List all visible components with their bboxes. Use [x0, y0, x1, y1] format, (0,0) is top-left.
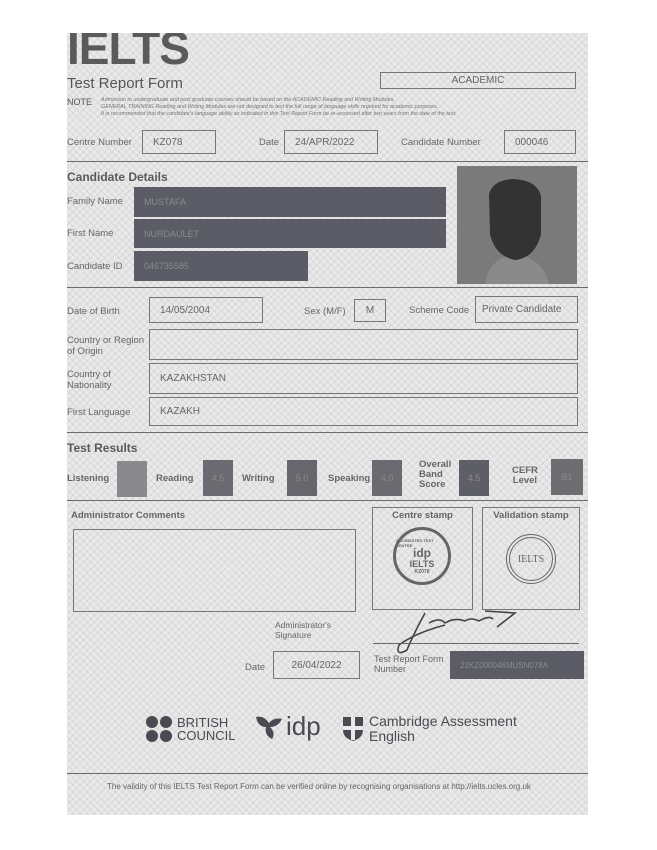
- divider: [67, 773, 588, 774]
- divider: [67, 287, 588, 288]
- origin-label-line: Country or Region: [67, 335, 145, 346]
- first-name-field: [134, 219, 446, 248]
- cefr-label-line: CEFR: [512, 465, 538, 476]
- note-line: GENERAL TRAINING Reading and Writing Modules are not designed to test the full range of language skills required for academic purposes.: [101, 104, 439, 110]
- note-label: NOTE: [67, 97, 93, 107]
- nationality-label-line: Nationality: [67, 380, 112, 391]
- trf-label-line: Number: [374, 664, 407, 674]
- writing-label: Writing: [242, 473, 275, 484]
- note-line: Admission to undergraduate and post graduate courses should be based on the ACADEMIC Reading and Writing Modules.: [101, 97, 395, 103]
- signature-label-line: Signature: [275, 630, 312, 640]
- divider: [67, 161, 588, 162]
- ielts-logo: IELTS: [67, 33, 189, 74]
- origin-label-line: of Origin: [67, 346, 103, 357]
- nationality-field: [149, 363, 578, 394]
- issue-date-label: Date: [245, 662, 266, 673]
- overall-label-line: Overall: [419, 459, 452, 470]
- idp-text: idp: [286, 711, 321, 741]
- british-council-dots-icon: [145, 715, 173, 743]
- writing-score: 5.0: [287, 460, 317, 496]
- validity-footer: The validity of this IELTS Test Report Form can be verified online by recognising organisations at http://ielts.ucles.org.uk: [107, 782, 531, 791]
- centre-stamp-box: [372, 507, 473, 610]
- overall-label-line: Score: [419, 479, 446, 490]
- british-council-text: BRITISH: [177, 715, 229, 730]
- cambridge-logo: [342, 714, 517, 744]
- origin-label: [67, 335, 144, 357]
- first-language-value: KAZAKH: [160, 406, 201, 417]
- speaking-label: Speaking: [328, 473, 371, 484]
- validation-stamp-seal: [506, 534, 556, 584]
- test-date-value: 24/APR/2022: [295, 136, 355, 148]
- date-label: Date: [259, 137, 280, 148]
- family-name-label: Family Name: [67, 196, 123, 207]
- cambridge-text: English: [369, 728, 415, 744]
- family-name-field: [134, 187, 446, 217]
- administrator-comments-box: [73, 529, 356, 612]
- test-results-heading: Test Results: [67, 441, 138, 455]
- scheme-code-value: Private Candidate: [482, 304, 562, 315]
- listening-score: 4.5: [117, 461, 147, 497]
- trf-number-value: 22KZ000046MUSN078A: [460, 660, 549, 670]
- signature-label-line: Administrator's: [275, 620, 331, 630]
- candidate-number-label: Candidate Number: [401, 137, 481, 148]
- stamp-text: idp: [413, 545, 431, 560]
- person-silhouette-icon: [457, 166, 577, 284]
- centre-number-label: Centre Number: [67, 137, 132, 148]
- first-language-field: [149, 397, 578, 426]
- scheme-code-field: [475, 296, 578, 323]
- note-line: It is recommended that the candidate's language ability as indicated in this Test Report Form be re-assessed after two years from the date of the test.: [101, 111, 457, 117]
- overall-band-score: 4.5: [459, 460, 489, 496]
- cambridge-shield-icon: [342, 716, 364, 742]
- candidate-id-label: Candidate ID: [67, 261, 123, 272]
- form-title: Test Report Form: [67, 75, 183, 92]
- divider: [67, 432, 588, 433]
- candidate-number-value: 000046: [515, 136, 549, 148]
- trf-label-line: Test Report Form: [374, 654, 444, 664]
- test-date-field: [284, 130, 378, 154]
- scheme-code-label: Scheme Code: [409, 305, 470, 316]
- stamp-text: KZ078: [414, 568, 430, 575]
- idp-leaf-icon: [254, 713, 284, 739]
- first-name-value: NURDAULET: [144, 228, 200, 239]
- centre-stamp-label: Centre stamp: [392, 510, 453, 521]
- centre-stamp-seal: [393, 527, 451, 585]
- sex-field: [354, 299, 386, 322]
- administrator-comments-label: Administrator Comments: [71, 510, 186, 521]
- issue-date-value: 26/04/2022: [291, 659, 342, 671]
- british-council-logo: [145, 715, 236, 743]
- module-box: [380, 72, 576, 89]
- cambridge-text: Cambridge Assessment: [369, 713, 517, 729]
- overall-band-label: [419, 460, 451, 490]
- origin-field: [149, 329, 578, 360]
- validation-stamp-label: Validation stamp: [493, 510, 569, 521]
- trf-number-label: [374, 654, 444, 674]
- reading-label: Reading: [156, 473, 194, 484]
- centre-number-value: KZ078: [153, 136, 183, 148]
- sex-value: M: [365, 305, 375, 316]
- signature-line: [373, 643, 579, 644]
- nationality-label: [67, 369, 111, 391]
- issue-date-field: [273, 651, 360, 679]
- dob-value: 14/05/2004: [160, 304, 211, 316]
- reading-score: 4.5: [203, 460, 233, 496]
- stamp-text: IELTS: [409, 558, 435, 569]
- family-name-value: MUSTAFA: [144, 197, 186, 207]
- listening-label: Listening: [67, 473, 110, 484]
- validation-stamp-box: [482, 507, 580, 610]
- module-value: ACADEMIC: [451, 75, 505, 86]
- british-council-text: COUNCIL: [177, 728, 236, 743]
- dob-field: [149, 297, 263, 323]
- administrator-signature: [385, 605, 535, 655]
- centre-number-field: [142, 130, 216, 154]
- note-text: [101, 97, 551, 118]
- signature-label: [275, 620, 331, 640]
- test-report-form-page: [67, 33, 588, 815]
- trf-number-field: [450, 651, 584, 679]
- candidate-id-field: [134, 251, 308, 281]
- first-language-label: First Language: [67, 407, 131, 418]
- cefr-label-line: Level: [512, 475, 538, 486]
- idp-logo: [254, 713, 321, 739]
- sex-label: Sex (M/F): [304, 306, 346, 317]
- overall-label-line: Band: [419, 469, 443, 480]
- stamp-text: IELTS: [517, 553, 545, 565]
- cefr-level-label: [512, 466, 538, 486]
- dob-label: Date of Birth: [67, 306, 120, 317]
- candidate-number-field: [504, 130, 576, 154]
- speaking-score: 4.0: [372, 460, 402, 496]
- nationality-label-line: Country of: [67, 369, 111, 380]
- divider: [67, 500, 588, 501]
- first-name-label: First Name: [67, 228, 114, 239]
- candidate-details-heading: Candidate Details: [67, 170, 168, 184]
- stamp-text: ACCREDITED TEST CENTRE: [396, 537, 434, 548]
- candidate-photo: [457, 166, 577, 284]
- nationality-value: KAZAKHSTAN: [160, 373, 226, 384]
- cefr-level-score: B1: [551, 459, 583, 495]
- candidate-id-value: 046735585: [144, 261, 190, 271]
